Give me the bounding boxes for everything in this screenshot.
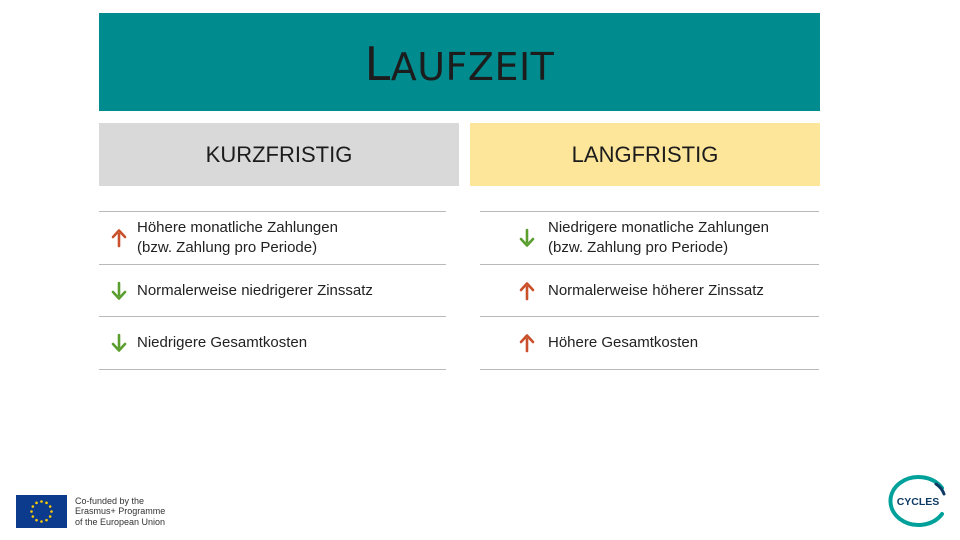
title-rest: AUFZEIT bbox=[390, 45, 555, 89]
list-item-text: Höhere monatliche Zahlungen (bzw. Zahlung pro Periode) bbox=[137, 219, 338, 256]
arrow-up-icon bbox=[518, 281, 536, 301]
cycles-logo-text: CYCLES bbox=[896, 496, 940, 508]
list-item-text: Niedrigere Gesamtkosten bbox=[137, 334, 308, 351]
list-item-text: Normalerweise niedrigerer Zinssatz bbox=[137, 281, 373, 299]
list-item bbox=[99, 264, 446, 316]
arrow-down-icon bbox=[110, 333, 128, 353]
list-item-text: Niedrigere monatliche Zahlungen (bzw. Zahlung pro Periode) bbox=[548, 219, 769, 256]
list-item bbox=[99, 316, 446, 370]
eu-line-3: of the European Union bbox=[75, 516, 166, 527]
list-item bbox=[480, 264, 819, 316]
title-first-letter: L bbox=[364, 37, 391, 91]
arrow-down-icon bbox=[110, 281, 128, 301]
short-term-header-label: KURZFRISTIG bbox=[205, 141, 353, 167]
long-term-header-label: LANGFRISTIG bbox=[571, 141, 719, 167]
list-item-text: Normalerweise höherer Zinssatz bbox=[548, 281, 764, 299]
arrow-down-icon bbox=[518, 228, 536, 248]
eu-cofunded-logo bbox=[16, 495, 165, 528]
page-title bbox=[365, 33, 555, 91]
cycles-logo bbox=[884, 472, 952, 530]
list-item-text: Höhere Gesamtkosten bbox=[548, 334, 699, 351]
list-item bbox=[480, 211, 819, 264]
list-item bbox=[480, 316, 819, 370]
long-term-list bbox=[480, 211, 819, 370]
title-bar bbox=[99, 13, 820, 111]
short-term-list bbox=[99, 211, 446, 370]
eu-line-1: Co-funded by the bbox=[75, 495, 145, 506]
list-item bbox=[99, 211, 446, 264]
arrow-up-icon bbox=[110, 228, 128, 248]
eu-line-2: Erasmus+ Programme bbox=[75, 506, 166, 517]
short-term-header bbox=[99, 123, 459, 186]
long-term-header bbox=[470, 123, 820, 186]
eu-flag-icon bbox=[16, 495, 67, 528]
eu-cofunded-text bbox=[75, 496, 165, 528]
arrow-up-icon bbox=[518, 333, 536, 353]
